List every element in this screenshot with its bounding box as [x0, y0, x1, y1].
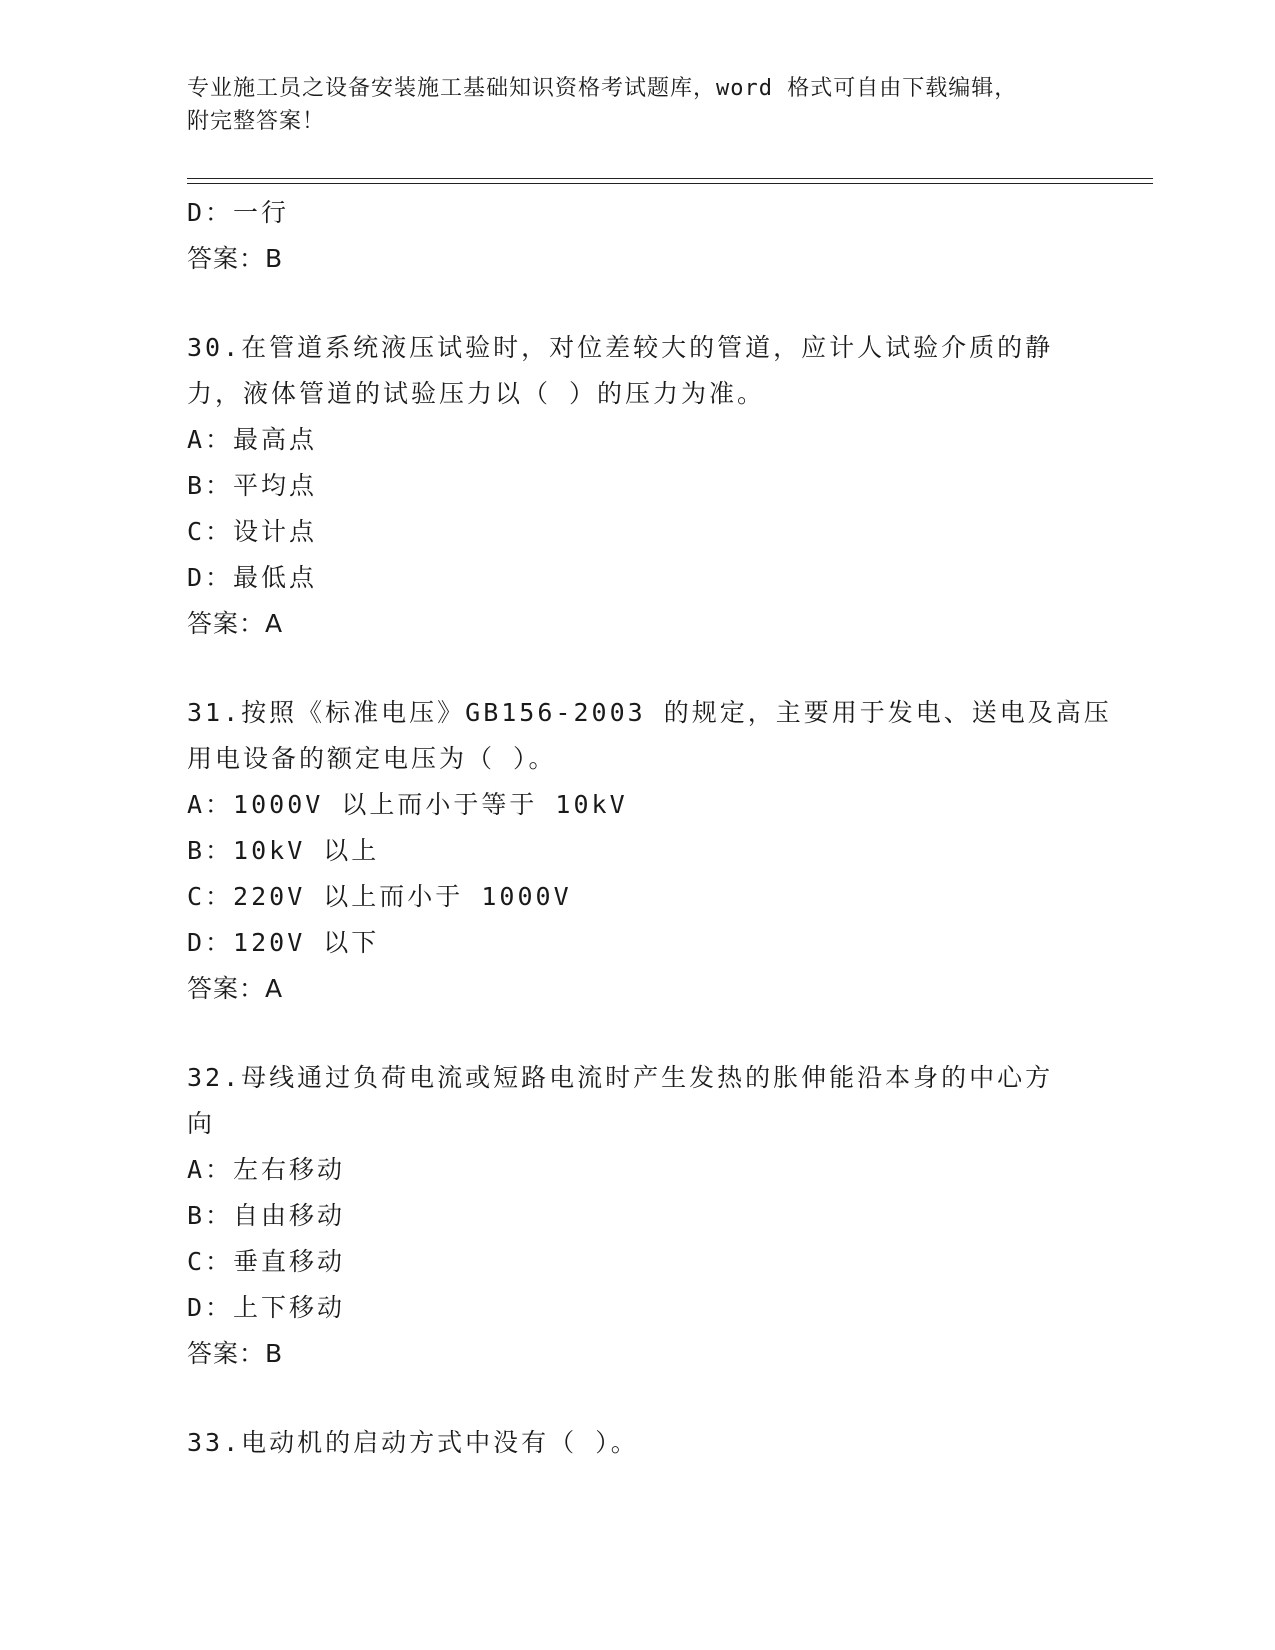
option-b: B：10kV 以上: [187, 836, 380, 865]
option-a: A：1000V 以上而小于等于 10kV: [187, 790, 628, 819]
question-text: 31.按照《标准电压》GB156-2003 的规定，主要用于发电、送电及高压: [187, 698, 1112, 727]
option-d: D：上下移动: [187, 1293, 346, 1322]
option-a: A：左右移动: [187, 1155, 346, 1184]
option-d: D：最低点: [187, 563, 318, 592]
option-a: A：最高点: [187, 425, 318, 454]
option-d: D：一行: [187, 198, 290, 227]
question-text: 30.在管道系统液压试验时，对位差较大的管道，应计人试验介质的静: [187, 333, 1054, 362]
page-header: [187, 72, 1087, 138]
question-text: 用电设备的额定电压为（ ）。: [187, 744, 557, 773]
option-c: C：220V 以上而小于 1000V: [187, 882, 572, 911]
option-c: C：设计点: [187, 517, 318, 546]
answer-line: 答案：B: [187, 244, 284, 273]
header-line-1: 专业施工员之设备安装施工基础知识资格考试题库，word 格式可自由下载编辑，: [187, 76, 1018, 101]
option-b: B：平均点: [187, 471, 318, 500]
answer-line: 答案：A: [187, 609, 284, 638]
option-c: C：垂直移动: [187, 1247, 346, 1276]
option-b: B：自由移动: [187, 1201, 346, 1230]
question-block: [187, 690, 1112, 1012]
header-divider-top: [187, 178, 1153, 179]
question-text: 力，液体管道的试验压力以（ ）的压力为准。: [187, 379, 766, 408]
answer-line: 答案：A: [187, 974, 284, 1003]
question-list: [187, 190, 1112, 1466]
option-d: D：120V 以下: [187, 928, 380, 957]
question-text: 32.母线通过负荷电流或短路电流时产生发热的胀伸能沿本身的中心方: [187, 1063, 1054, 1092]
header-line-2: 附完整答案！: [187, 109, 326, 134]
question-block: [187, 325, 1087, 647]
answer-line: 答案：B: [187, 1339, 284, 1368]
header-divider-bottom: [187, 183, 1153, 184]
question-text: 33.电动机的启动方式中没有（ ）。: [187, 1428, 639, 1457]
question-text: 向: [187, 1109, 216, 1138]
question-block: [187, 1055, 1087, 1377]
question-block: [187, 1420, 1087, 1466]
